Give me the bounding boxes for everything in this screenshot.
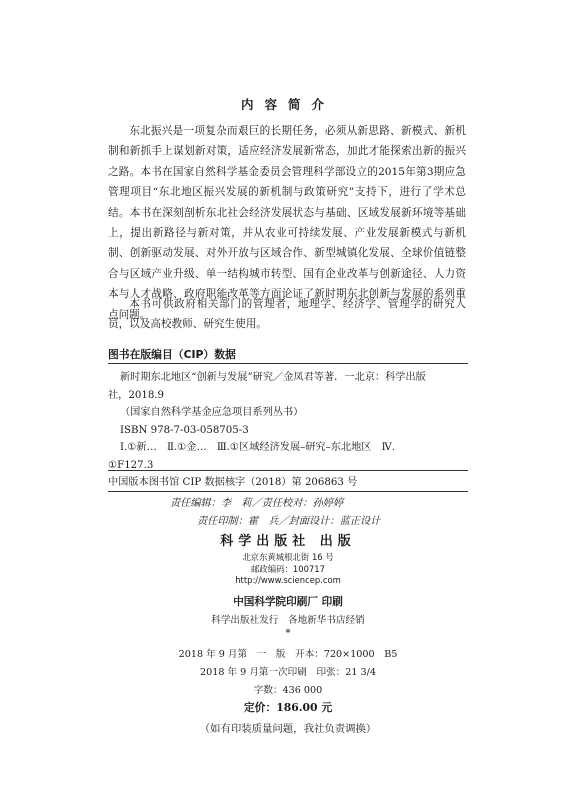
printing-design-credits: 责任印制：霍 兵／封面设计：蓝正设计 bbox=[197, 516, 381, 527]
price: 定价：186.00 元 bbox=[243, 701, 333, 714]
divider-bottom bbox=[108, 491, 468, 492]
cip-line-isbn: ISBN 978-7-03-058705-3 bbox=[120, 424, 249, 436]
intro-paragraph-1-text: 东北振兴是一项复杂而艰巨的长期任务，必须从新思路、新模式、新机制和新抓手上谋划新对策，适应经济发展新常态，加此才能探索出新的振兴之路。本书在国家自然科学基金委员会管理科学部设立的2015年第3期应急管理项目“东北地区振兴发展的新机制与政策研究”支持下，进行了学术总结。本书在深刻剖析东北社会经济发展状态与基础、区域发展新环境等基础上，提出新路径与新对策，并从农业可持续发展、产业发展新模式与新机制、创新驱动发展、对外开放与区域合作、新型城镇化发展、全球价值链整合与区域产业升级、单一结构城市转型、国有企业改革与创新途径、人力资本与人才战略、政府职能改革等方面论证了新时期东北创新与发展的系列重点问题。 bbox=[108, 125, 466, 321]
publisher-postcode: 邮政编码：100717 bbox=[251, 564, 325, 574]
editor-proofreader-credits: 责任编辑：李 莉／责任校对：孙婷婷 bbox=[170, 498, 344, 509]
publisher-name: 科学出版社 出版 bbox=[220, 534, 356, 549]
cip-line-subjects: Ⅰ.①新… Ⅱ.①金… Ⅲ.①区域经济发展–研究–东北地区 Ⅳ. bbox=[120, 442, 396, 454]
cip-line-classification: ①F127.3 bbox=[108, 459, 154, 471]
intro-paragraph-2 bbox=[108, 294, 466, 335]
publisher-website: http://www.sciencep.com bbox=[235, 575, 341, 585]
printer-name: 中国科学院印刷厂 印刷 bbox=[233, 596, 343, 608]
edition-format: 2018 年 9 月第 一 版 开本：720×1000 B5 bbox=[178, 649, 398, 660]
cip-line-title: 新时期东北地区“创新与发展”研究／金凤君等著．一北京：科学出版 bbox=[120, 372, 426, 383]
separator-star: * bbox=[285, 628, 291, 639]
quality-notice: （如有印装质量问题，我社负责调换） bbox=[199, 723, 377, 735]
cip-heading: 图书在版编目（CIP）数据 bbox=[108, 348, 236, 361]
divider-top bbox=[108, 363, 468, 364]
cip-line-year: 社，2018.9 bbox=[108, 389, 165, 401]
intro-paragraph-2-text: 本书可供政府相关部门的管理者，地理学、经济学、管理学的研究人员，以及高校教师、研究生使用。 bbox=[108, 298, 466, 331]
cip-line-series: （国家自然科学基金应急项目系列丛书） bbox=[120, 407, 304, 419]
intro-title: 内容简介 bbox=[240, 97, 335, 112]
cip-record bbox=[108, 369, 468, 475]
printing-sheets: 2018 年 9 月第一次印刷 印张：21 3/4 bbox=[200, 667, 376, 678]
divider-middle bbox=[108, 470, 468, 471]
publisher-address: 北京东黄城根北街 16 号 bbox=[242, 552, 334, 562]
distribution-info: 科学出版社发行 各地新华书店经销 bbox=[211, 615, 365, 626]
cip-data-number: 中国版本图书馆 CIP 数据核字（2018）第 206863 号 bbox=[108, 477, 358, 488]
word-count: 字数：436 000 bbox=[253, 685, 323, 696]
